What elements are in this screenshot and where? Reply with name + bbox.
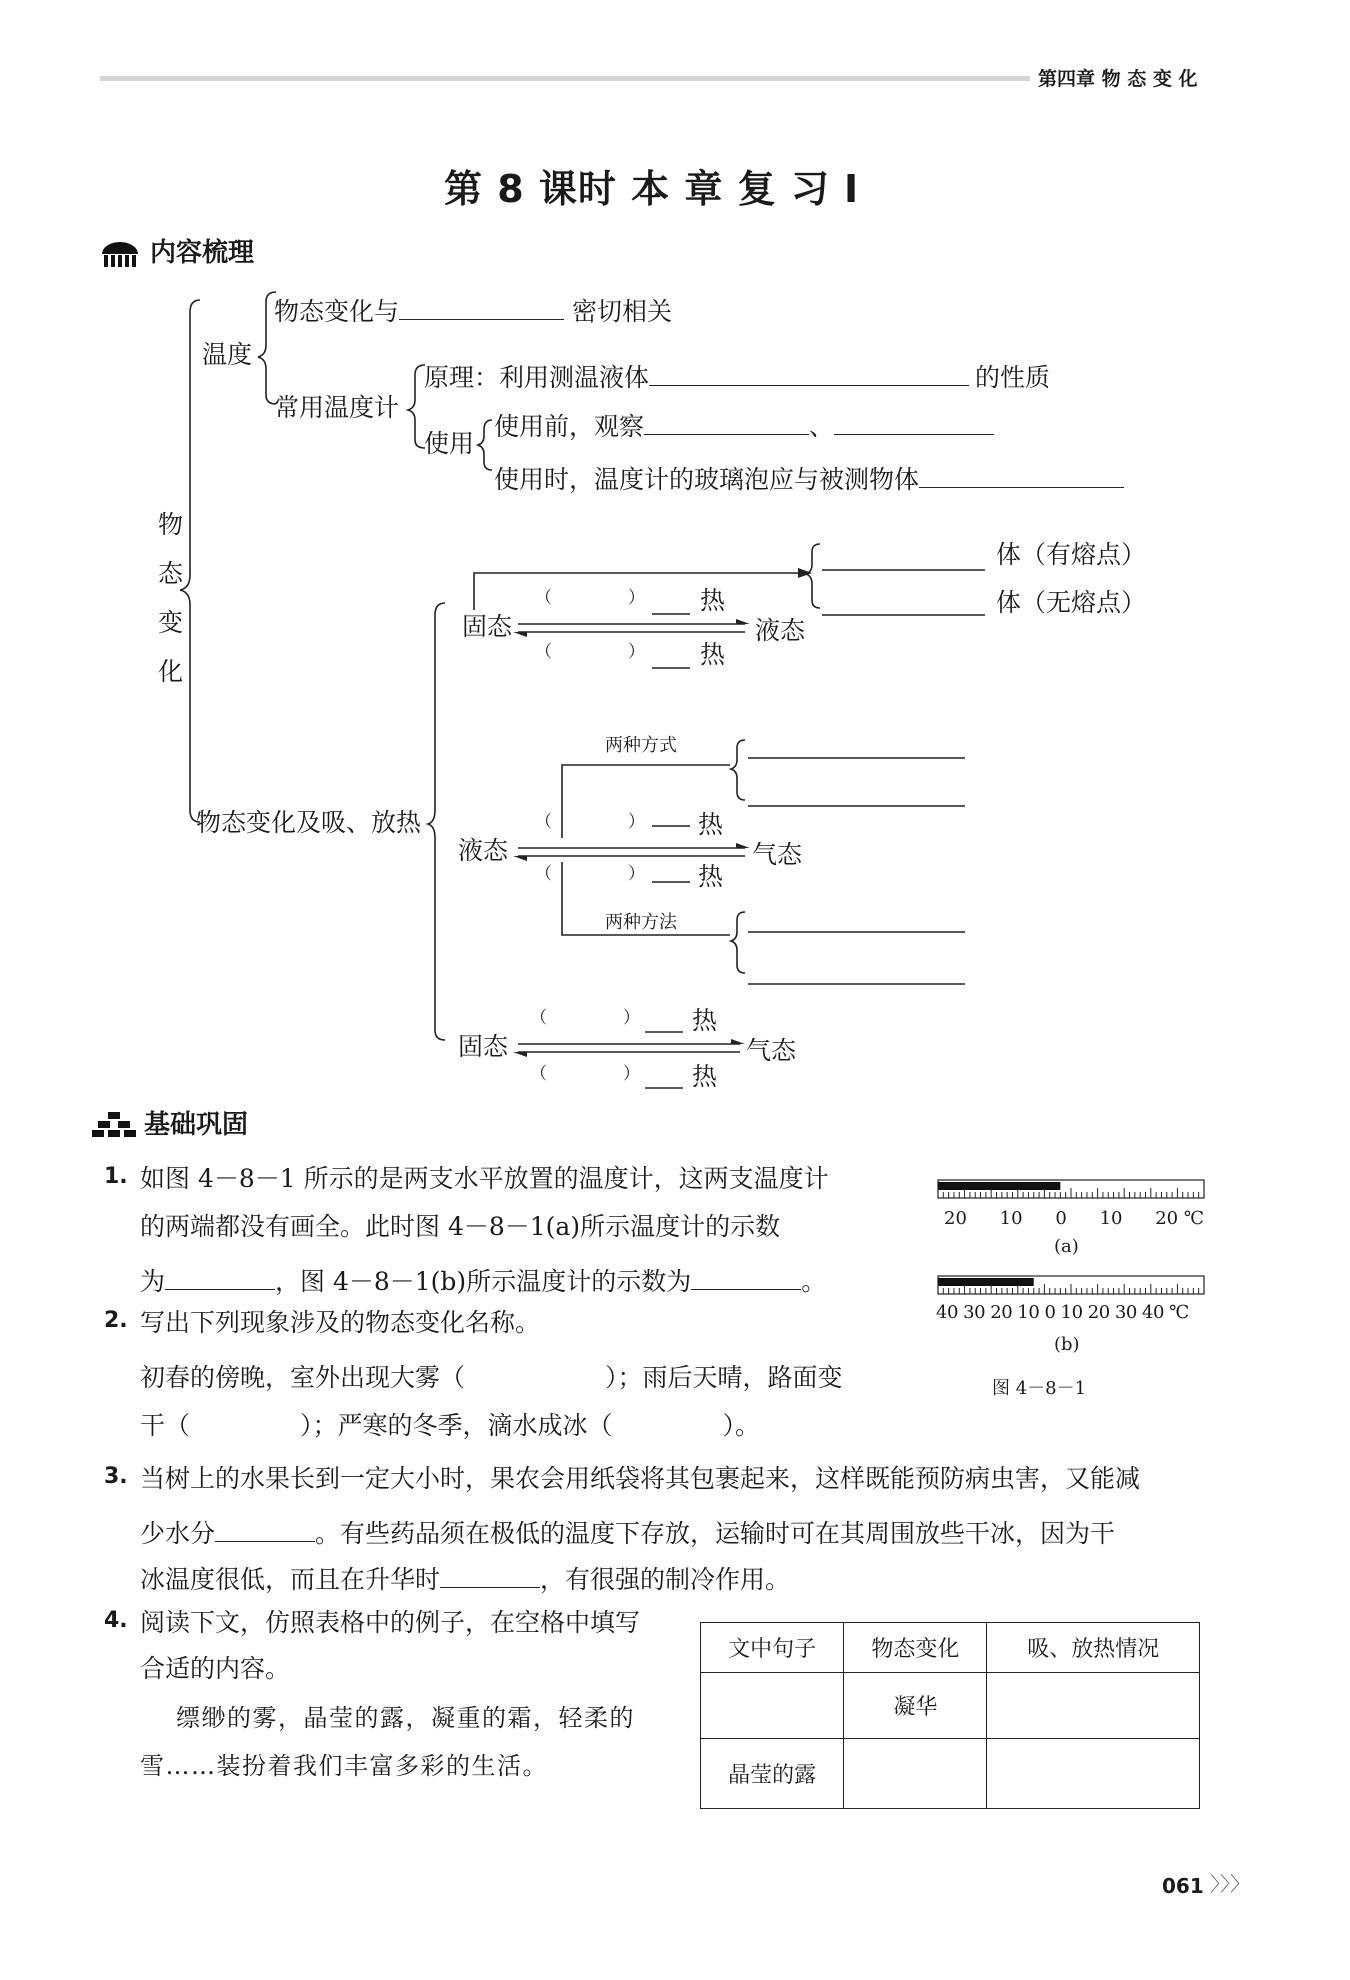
two-methods-label: 两种方法: [605, 912, 677, 933]
heat-label: 热: [692, 1062, 718, 1091]
blank-q1-a[interactable]: [165, 1288, 275, 1290]
q4-line2: 合适的内容。: [140, 1654, 291, 1683]
q1-line1: 如图 4－8－1 所示的是两支水平放置的温度计，这两支温度计: [140, 1164, 829, 1193]
table-header: 文中句子: [701, 1623, 844, 1673]
table-cell[interactable]: [987, 1673, 1200, 1739]
blank-during-use[interactable]: [919, 486, 1124, 488]
amorphous-label: 体（无熔点）: [996, 588, 1147, 617]
q3-line1: 当树上的水果长到一定大小时，果农会用纸袋将其包裹起来，这样既能预防病虫害，又能减: [140, 1464, 1141, 1493]
table-cell: 凝华: [844, 1673, 987, 1739]
crystal-label: 体（有熔点）: [996, 540, 1147, 569]
paren-open: （: [530, 1064, 547, 1084]
q3-line2: 少水分 。有些药品须在极低的温度下存放，运输时可在其周围放些干冰，因为干: [140, 1519, 1116, 1548]
paren-open: （: [535, 864, 552, 884]
state-solid-1: 固态: [462, 612, 513, 641]
paren-open: （: [535, 642, 552, 662]
chapter-header: 第四章 物 态 变 化: [1038, 68, 1198, 90]
node-temperature: 温度: [202, 340, 253, 369]
thermometer-b-liquid: [938, 1278, 1034, 1286]
paren-close: ）: [628, 812, 645, 832]
heat-label: 热: [698, 810, 724, 839]
mindmap-root: 物 态 变 化: [158, 510, 184, 686]
paren-open: （: [535, 812, 552, 832]
state-liquid-2: 液态: [458, 836, 509, 865]
table-header: 吸、放热情况: [987, 1623, 1200, 1673]
table-header: 物态变化: [844, 1623, 987, 1673]
figure-caption: 图 4－8－1: [992, 1378, 1087, 1399]
blank-related[interactable]: [399, 318, 564, 320]
two-ways-label: 两种方式: [605, 735, 677, 756]
thermometer-b-scale: 40 30 20 10 0 10 20 30 40 ℃: [936, 1302, 1189, 1323]
q2-line2: 初春的傍晚，室外出现大雾（ ）；雨后天晴，路面变: [140, 1363, 843, 1392]
q4-line1: 阅读下文，仿照表格中的例子，在空格中填写: [140, 1608, 641, 1637]
heat-label: 热: [698, 862, 724, 891]
q4-passage-line2: 雪……装扮着我们丰富多彩的生活。: [140, 1752, 548, 1780]
thermometer-a-label: (a): [1054, 1236, 1079, 1257]
section-heading-outline: 内容梳理: [150, 238, 255, 268]
page-number: 061: [1162, 1874, 1204, 1898]
q2-line1: 写出下列现象涉及的物态变化名称。: [140, 1308, 541, 1337]
paren-close: ）: [623, 1064, 640, 1084]
node-thermometer: 常用温度计: [274, 393, 400, 422]
node-principle: 原理：利用测温液体 的性质: [424, 363, 1051, 392]
heat-label: 热: [700, 586, 726, 615]
table-cell: 晶莹的露: [701, 1739, 844, 1809]
paren-close: ）: [623, 1008, 640, 1028]
thermometer-b-label: (b): [1054, 1334, 1080, 1355]
paren-close: ）: [628, 642, 645, 662]
q1-line2: 的两端都没有画全。此时图 4－8－1(a)所示温度计的示数: [140, 1212, 781, 1241]
blank-q3-a[interactable]: [215, 1540, 315, 1542]
blank-before-use-2[interactable]: [834, 433, 994, 435]
node-usage: 使用: [424, 429, 475, 458]
paren-close: ）: [628, 864, 645, 884]
state-gas-2: 气态: [746, 1036, 797, 1065]
state-liquid-1: 液态: [755, 616, 806, 645]
table-cell[interactable]: [844, 1739, 987, 1809]
question-number-2: 2.: [104, 1308, 128, 1333]
heat-label: 热: [692, 1006, 718, 1035]
node-during-use: 使用时，温度计的玻璃泡应与被测物体: [494, 460, 1124, 496]
heat-label: 热: [700, 640, 726, 669]
section-heading-basics: 基础巩固: [144, 1110, 249, 1140]
table-cell[interactable]: [701, 1673, 844, 1739]
paren-open: （: [530, 1008, 547, 1028]
thermometer-figure: [936, 1174, 1206, 1404]
table-cell[interactable]: [987, 1739, 1200, 1809]
question-number-4: 4.: [104, 1608, 128, 1633]
q3-line3: 冰温度很低，而且在升华时 ，有很强的制冷作用。: [140, 1565, 791, 1594]
node-phase-change: 物态变化及吸、放热: [196, 808, 422, 837]
paren-open: （: [535, 588, 552, 608]
thermometer-a-liquid: [938, 1182, 1060, 1190]
paren-close: ）: [628, 588, 645, 608]
blank-principle[interactable]: [649, 384, 969, 386]
blank-q3-b[interactable]: [440, 1586, 540, 1588]
thermometer-a-scale: 20 10 0 10 20 ℃: [944, 1208, 1204, 1229]
answer-table: [700, 1622, 1200, 1809]
basics-section-icon: [92, 1112, 136, 1138]
state-solid-2: 固态: [458, 1032, 509, 1061]
node-related: 物态变化与 密切相关: [274, 297, 673, 326]
blank-before-use-1[interactable]: [644, 433, 809, 435]
state-gas-1: 气态: [752, 840, 803, 869]
question-number-3: 3.: [104, 1464, 128, 1489]
blank-q1-b[interactable]: [691, 1288, 801, 1290]
question-number-1: 1.: [104, 1164, 128, 1189]
q4-passage-line1: 缥缈的雾，晶莹的露，凝重的霜，轻柔的: [176, 1704, 635, 1732]
q1-line3: 为 ，图 4－8－1(b)所示温度计的示数为 。: [140, 1267, 827, 1296]
q2-line3: 干（ ）；严寒的冬季，滴水成冰（ ）。: [140, 1411, 761, 1440]
page-title: 第 8 课时 本 章 复 习 Ⅰ: [444, 167, 860, 211]
page-arrows-icon: 〉〉〉: [1210, 1872, 1250, 1896]
node-before-use: 使用前，观察 、: [494, 407, 994, 443]
